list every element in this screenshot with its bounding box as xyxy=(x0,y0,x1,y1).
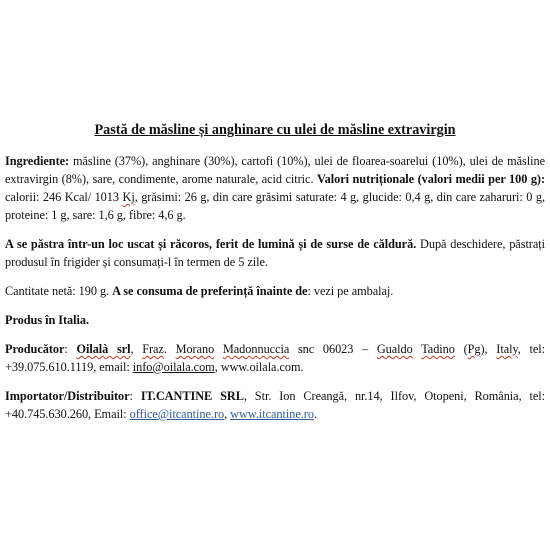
product-title xyxy=(5,121,545,139)
importer-website-link[interactable]: www.itcantine.ro xyxy=(230,407,314,421)
producer-address-italy: Italy xyxy=(496,342,518,356)
producer-address-sep-6: ), xyxy=(480,342,497,356)
producer-contact-text: , tel: +39.075.610.1119, email: xyxy=(5,342,545,374)
importer-sep: , xyxy=(224,407,231,421)
producer-comma: , xyxy=(130,342,143,356)
best-before-text: : vezi pe ambalaj. xyxy=(307,284,394,298)
importer-end: . xyxy=(313,407,317,421)
producer-address-tadino: Tadino xyxy=(421,342,455,356)
producer-paragraph xyxy=(5,340,545,376)
storage-text: După deschidere, păstrați produsul în frigider și consumați-l în termen de 5 zile. xyxy=(5,237,545,269)
importer-label: Importator/Distribuitor xyxy=(5,389,130,403)
producer-address-sep-4 xyxy=(413,342,421,356)
importer-company: IT.CANTINE SRL xyxy=(140,389,244,403)
ingredients-label: Ingrediente: xyxy=(5,154,70,168)
nutrition-kj: Kj xyxy=(122,190,135,204)
producer-email-link[interactable]: info@oilala.com xyxy=(132,360,215,374)
best-before-label: A se consuma de preferință înainte de xyxy=(112,284,308,298)
producer-address-morano: Morano xyxy=(175,342,215,356)
product-title-text: Pastă de măsline și anghinare cu ulei de măsline extravirgin xyxy=(94,122,456,138)
producer-address-madonnuccia: Madonnuccia xyxy=(222,342,290,356)
importer-email-link[interactable]: office@itcantine.ro xyxy=(129,407,225,421)
label-document xyxy=(5,121,545,434)
producer-address-fraz: Fraz xyxy=(142,342,164,356)
quantity-text: Cantitate netă: 190 g. xyxy=(5,284,113,298)
quantity-paragraph xyxy=(5,282,545,300)
producer-address-sep-2 xyxy=(214,342,223,356)
storage-bold: A se păstra într-un loc uscat și răcoros, ferit de lumină și de surse de căldură. xyxy=(5,237,417,251)
producer-address-sep-3: snc 06023 – xyxy=(289,342,377,356)
producer-address-sep-5: ( xyxy=(454,342,468,356)
nutrition-text-2: , grăsimi: 26 g, din care grăsimi saturate: 4 g, glucide: 0,4 g, din care zaharuri: 0 g, proteine: 1 g, sare: 1,6 g, fibre: 4,6 g. xyxy=(5,190,545,222)
nutrition-text-1: calorii: 246 Kcal/ 1013 xyxy=(5,190,123,204)
producer-website: , www.oilala.com. xyxy=(214,360,304,374)
producer-colon: : xyxy=(64,342,77,356)
ingredients-text: măsline (37%), anghinare (30%), cartofi (10%), ulei de floarea-soarelui (10%), ulei de măsline extravirgin (8%), sare, condimente, arome naturale, acid citric. xyxy=(5,154,545,186)
producer-company: Oilalà srl xyxy=(76,342,131,356)
producer-address-gualdo: Gualdo xyxy=(376,342,413,356)
producer-label: Producător xyxy=(5,342,65,356)
origin-paragraph xyxy=(5,311,545,329)
producer-address-sep-1: . xyxy=(163,342,176,356)
importer-paragraph xyxy=(5,387,545,423)
importer-colon: : xyxy=(129,389,141,403)
origin-text: Produs în Italia. xyxy=(5,313,89,327)
storage-paragraph xyxy=(5,235,545,271)
ingredients-paragraph xyxy=(5,152,545,224)
producer-address-pg: Pg xyxy=(467,342,481,356)
importer-address: , Str. Ion Creangă, nr.14, Ilfov, Otopeni, România, tel: +40.745.630.260, Email: xyxy=(5,389,546,421)
nutrition-label: Valori nutriționale (valori medii per 100 g): xyxy=(316,172,546,186)
